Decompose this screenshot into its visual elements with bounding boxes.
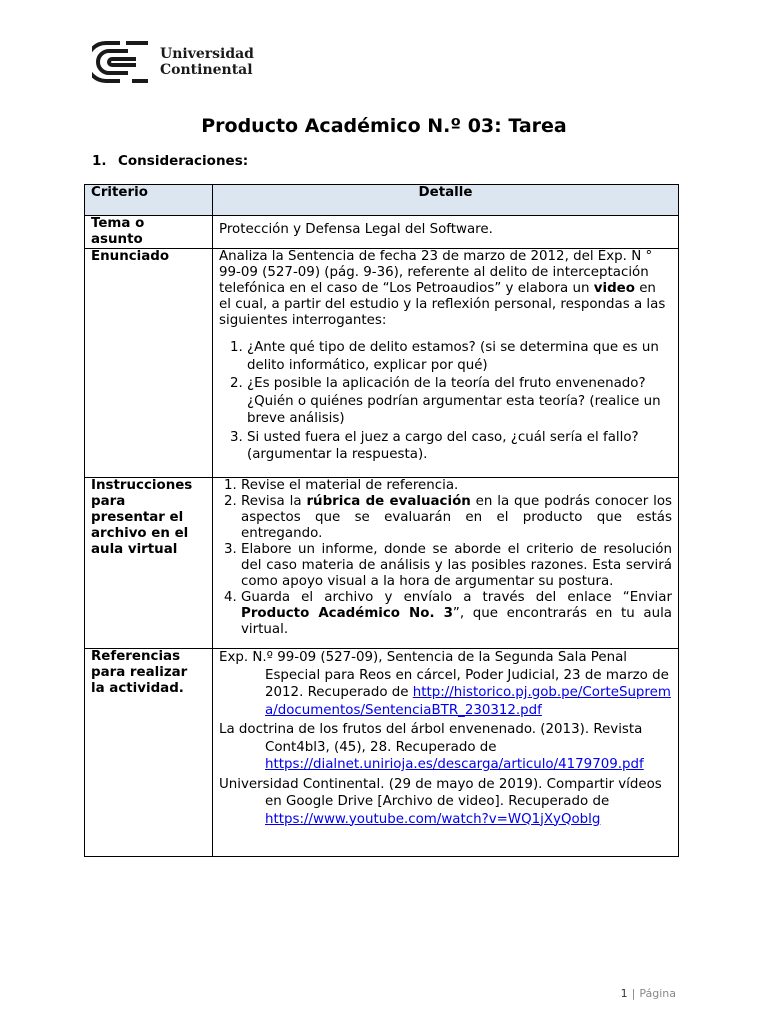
instruction-4-bold: Producto Académico No. 3	[241, 606, 453, 621]
page-number: 1	[620, 987, 628, 1000]
table-row-instrucciones	[85, 478, 679, 649]
instruction-item-3: 3. Elabore un informe, donde se aborde el criterio de resolución del caso materia de análisis y las posibles razones. Esta servirá como apoyo visual a la hora de argumentar su postura.	[241, 542, 672, 590]
reference-3-text: Universidad Continental. (29 de mayo de 2019). Compartir vídeos en Google Drive [Archivo de video]. Recuperado de	[219, 776, 662, 809]
instruction-2-a: Revisa la	[241, 494, 307, 509]
reference-3-link[interactable]: https://www.youtube.com/watch?v=WQ1jXyQoblg	[265, 811, 601, 827]
table-row-referencias	[85, 649, 679, 857]
tema-text: Protección y Defensa Legal del Software.	[219, 222, 493, 237]
instruction-item-1: 1. Revise el material de referencia.	[241, 478, 672, 494]
considerations-table	[84, 184, 679, 857]
enunciado-intro-b: en el cual, a partir del estudio y la reflexión personal, respondas a las siguientes interrogantes:	[219, 281, 666, 328]
tema-label-line2: asunto	[91, 232, 143, 247]
footer-separator: |	[631, 987, 636, 1000]
referencias-label-line3: la actividad.	[91, 681, 184, 696]
reference-2-text: La doctrina de los frutos del árbol envenenado. (2013). Revista Cont4bl3, (45), 28. Recuperado de	[219, 722, 643, 755]
header-detalle-label: Detalle	[418, 185, 473, 200]
section-heading	[92, 153, 248, 169]
header-detalle	[213, 185, 679, 216]
referencias-label	[85, 649, 213, 857]
reference-item-3	[219, 776, 672, 829]
instrucciones-label-line5: aula virtual	[91, 542, 178, 557]
tema-cell	[213, 216, 679, 249]
instrucciones-label-line4: archivo en el	[91, 526, 189, 541]
table-header-row	[85, 185, 679, 216]
section-number: 1.	[92, 153, 107, 169]
enunciado-cell	[213, 249, 679, 478]
logo-line-1: Universidad	[160, 46, 254, 62]
reference-item-2	[219, 721, 672, 774]
section-label: Consideraciones:	[118, 153, 249, 169]
university-logo-icon	[92, 40, 152, 84]
referencias-label-line2: para realizar	[91, 665, 188, 680]
table-row-enunciado	[85, 249, 679, 478]
instrucciones-label-line1: Instrucciones	[91, 478, 193, 493]
question-item: 1. ¿Ante qué tipo de delito estamos? (si se determina que es un delito informático, explicar por qué)	[247, 339, 672, 374]
instruction-2-bold: rúbrica de evaluación	[306, 494, 471, 509]
instruction-item-4	[241, 590, 672, 638]
instrucciones-label	[85, 478, 213, 649]
header-criterio: Criterio	[85, 185, 213, 216]
page-label: Página	[639, 987, 676, 1000]
logo-line-2: Continental	[160, 62, 253, 78]
enunciado-label: Enunciado	[85, 249, 213, 478]
referencias-label-line1: Referencias	[91, 649, 181, 664]
tema-label	[85, 216, 213, 249]
instruction-item-2	[241, 494, 672, 542]
reference-1-link[interactable]: http://historico.pj.gob.pe/CorteSuprema/documentos/SentenciaBTR_230312.pdf	[265, 685, 671, 718]
reference-1-text: Exp. N.º 99-09 (527-09), Sentencia de la Segunda Sala Penal Especial para Reos en cárcel, Poder Judicial, 23 de marzo de 2012. Recuperado de	[219, 650, 669, 700]
enunciado-intro	[219, 249, 672, 329]
instructions-list	[219, 478, 672, 638]
instruction-4-b: ”, que encontrarás en tu aula virtual.	[241, 606, 672, 637]
enunciado-intro-bold: video	[593, 281, 635, 296]
instrucciones-label-line2: para	[91, 494, 126, 509]
instruction-2-b: en la que podrás conocer los aspectos que se evaluarán en el producto que estás entregando.	[241, 494, 672, 541]
document-title: Producto Académico N.º 03: Tarea	[201, 115, 567, 137]
tema-label-line1: Tema o	[91, 216, 145, 231]
enunciado-intro-a: Analiza la Sentencia de fecha 23 de marzo de 2012, del Exp. N ° 99-09 (527-09) (pág. 9-36), referente al delito de interceptación telefónica en el caso de “Los Petroaudios” y elabora un	[219, 249, 653, 296]
referencias-cell	[213, 649, 679, 857]
logo-text	[160, 46, 254, 78]
university-logo	[92, 40, 254, 84]
questions-list	[219, 339, 672, 464]
question-item: 2. ¿Es posible la aplicación de la teoría del fruto envenenado? ¿Quién o quiénes podrían argumentar esta teoría? (realice un breve análisis)	[247, 375, 672, 428]
instrucciones-cell	[213, 478, 679, 649]
instruction-4-a: Guarda el archivo y envíalo a través del enlace “Enviar	[241, 590, 672, 605]
page-footer	[621, 987, 676, 1000]
question-item: 3. Si usted fuera el juez a cargo del caso, ¿cuál sería el fallo? (argumentar la respuesta).	[247, 429, 672, 464]
table-row-tema	[85, 216, 679, 249]
instrucciones-label-line3: presentar el	[91, 510, 184, 525]
reference-item-1	[219, 649, 672, 719]
reference-2-link[interactable]: https://dialnet.unirioja.es/descarga/articulo/4179709.pdf	[265, 757, 644, 772]
